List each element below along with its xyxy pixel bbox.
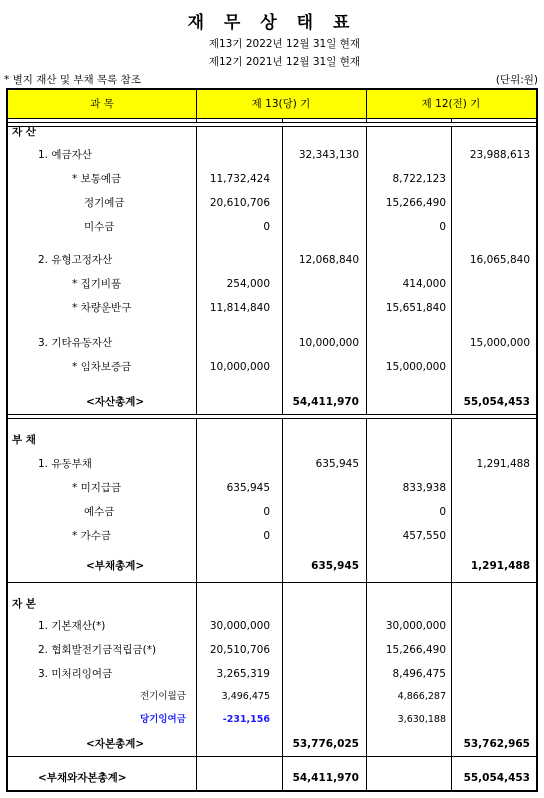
prior-total: 53,762,965 xyxy=(463,738,530,750)
prior-value: 8,496,475 xyxy=(392,668,446,680)
prior-value: 833,938 xyxy=(402,482,446,494)
current-total: 635,945 xyxy=(315,458,359,470)
current-value: 0 xyxy=(263,221,270,233)
total-row xyxy=(8,734,536,754)
current-total: 12,068,840 xyxy=(298,254,359,266)
prior-total: 16,065,840 xyxy=(469,254,530,266)
current-value: 20,510,706 xyxy=(209,644,270,656)
prior-value: 30,000,000 xyxy=(385,620,446,632)
note: * 별지 재산 및 부채 목록 참조 xyxy=(4,74,141,86)
document-title: 재 무 상 태 표 xyxy=(187,13,357,33)
table-row xyxy=(8,274,536,294)
current-total: 32,343,130 xyxy=(298,149,359,161)
row-label: 3. 미처리잉여금 xyxy=(38,668,113,680)
row-label: * 미지급금 xyxy=(72,482,122,494)
prior-value: 457,550 xyxy=(402,530,446,542)
table-row xyxy=(8,502,536,522)
current-value: 11,814,840 xyxy=(209,302,270,314)
prior-value: 15,651,840 xyxy=(385,302,446,314)
row-label: 정기예금 xyxy=(84,197,125,209)
section-separator xyxy=(8,756,536,757)
prior-total: 55,054,453 xyxy=(463,396,530,408)
unit-label: (단위:원) xyxy=(495,74,538,86)
current-value: 3,496,475 xyxy=(221,691,270,702)
prior-value: 15,000,000 xyxy=(385,361,446,373)
row-label: * 보통예금 xyxy=(72,173,122,185)
section-equity: 자 본 xyxy=(12,598,36,610)
current-total: 10,000,000 xyxy=(298,337,359,349)
current-total: 635,945 xyxy=(311,560,359,572)
section-separator xyxy=(8,582,536,583)
table-row xyxy=(8,478,536,498)
prior-value: 3,630,188 xyxy=(397,714,446,725)
row-label: 미수금 xyxy=(84,221,115,233)
current-value: 3,265,319 xyxy=(216,668,270,680)
row-label: 2. 협회발전기금적립금(*) xyxy=(38,644,157,656)
prior-value: 0 xyxy=(439,221,446,233)
table-row xyxy=(8,298,536,318)
table-row xyxy=(8,333,536,353)
row-label: 3. 기타유동자산 xyxy=(38,337,113,349)
section-assets: 자 산 xyxy=(12,126,36,138)
table-row xyxy=(8,357,536,377)
row-label: 당기잉여금 xyxy=(140,714,186,725)
table-row xyxy=(8,687,536,707)
prior-total: 23,988,613 xyxy=(469,149,530,161)
current-total: 54,411,970 xyxy=(292,772,359,784)
header-current: 제 13(당) 기 xyxy=(251,98,311,110)
header-account: 과 목 xyxy=(90,98,114,110)
table-row xyxy=(8,640,536,660)
current-total: 53,776,025 xyxy=(292,738,359,750)
section-liabilities: 부 채 xyxy=(12,434,36,446)
row-label: 2. 유형고정자산 xyxy=(38,254,113,266)
current-total: 54,411,970 xyxy=(292,396,359,408)
total-liabilities-label: <부채총계> xyxy=(86,560,145,572)
row-label: 전기이월금 xyxy=(140,691,186,702)
prior-value: 0 xyxy=(439,506,446,518)
total-equity-label: <자본총계> xyxy=(86,738,145,750)
current-value: 30,000,000 xyxy=(209,620,270,632)
total-row xyxy=(8,768,536,788)
prior-total: 1,291,488 xyxy=(470,560,530,572)
table-row xyxy=(8,193,536,213)
prior-total: 55,054,453 xyxy=(463,772,530,784)
current-value: 11,732,424 xyxy=(209,173,270,185)
total-row xyxy=(8,556,536,576)
prior-value: 4,866,287 xyxy=(397,691,446,702)
table-row xyxy=(8,217,536,237)
table-row xyxy=(8,616,536,636)
row-label: 1. 기본재산(*) xyxy=(38,620,106,632)
table-row xyxy=(8,526,536,546)
table-row xyxy=(8,664,536,684)
current-value: 0 xyxy=(263,530,270,542)
row-label: * 임차보증금 xyxy=(72,361,132,373)
row-label: 1. 유동부채 xyxy=(38,458,92,470)
prior-total: 1,291,488 xyxy=(476,458,530,470)
header-prior: 제 12(전) 기 xyxy=(421,98,481,110)
balance-sheet-table xyxy=(6,88,538,792)
table-row xyxy=(8,454,536,474)
row-label: 예수금 xyxy=(84,506,115,518)
section-liabilities-row xyxy=(8,430,536,450)
row-label: * 가수금 xyxy=(72,530,112,542)
section-equity-row xyxy=(8,594,536,614)
total-assets-label: <자산총계> xyxy=(86,396,145,408)
total-liabilities-equity-label: <부채와자본총계> xyxy=(38,772,127,784)
table-row xyxy=(8,250,536,270)
table-row xyxy=(8,145,536,165)
section-assets-row xyxy=(8,122,536,142)
table-header xyxy=(8,90,536,119)
table-row xyxy=(8,710,536,730)
section-separator xyxy=(8,414,536,419)
prior-value: 414,000 xyxy=(402,278,446,290)
row-label: 1. 예금자산 xyxy=(38,149,92,161)
current-value: -231,156 xyxy=(222,714,270,725)
period-prior: 제12기 2021년 12월 31일 현재 xyxy=(208,56,360,68)
row-label: * 집기비품 xyxy=(72,278,122,290)
table-row xyxy=(8,169,536,189)
current-value: 0 xyxy=(263,506,270,518)
prior-value: 15,266,490 xyxy=(385,644,446,656)
period-current: 제13기 2022년 12월 31일 현재 xyxy=(208,38,360,50)
total-row xyxy=(8,392,536,412)
prior-total: 15,000,000 xyxy=(469,337,530,349)
current-value: 635,945 xyxy=(226,482,270,494)
prior-value: 8,722,123 xyxy=(392,173,446,185)
prior-value: 15,266,490 xyxy=(385,197,446,209)
current-value: 254,000 xyxy=(226,278,270,290)
row-label: * 차량운반구 xyxy=(72,302,132,314)
current-value: 10,000,000 xyxy=(209,361,270,373)
current-value: 20,610,706 xyxy=(209,197,270,209)
